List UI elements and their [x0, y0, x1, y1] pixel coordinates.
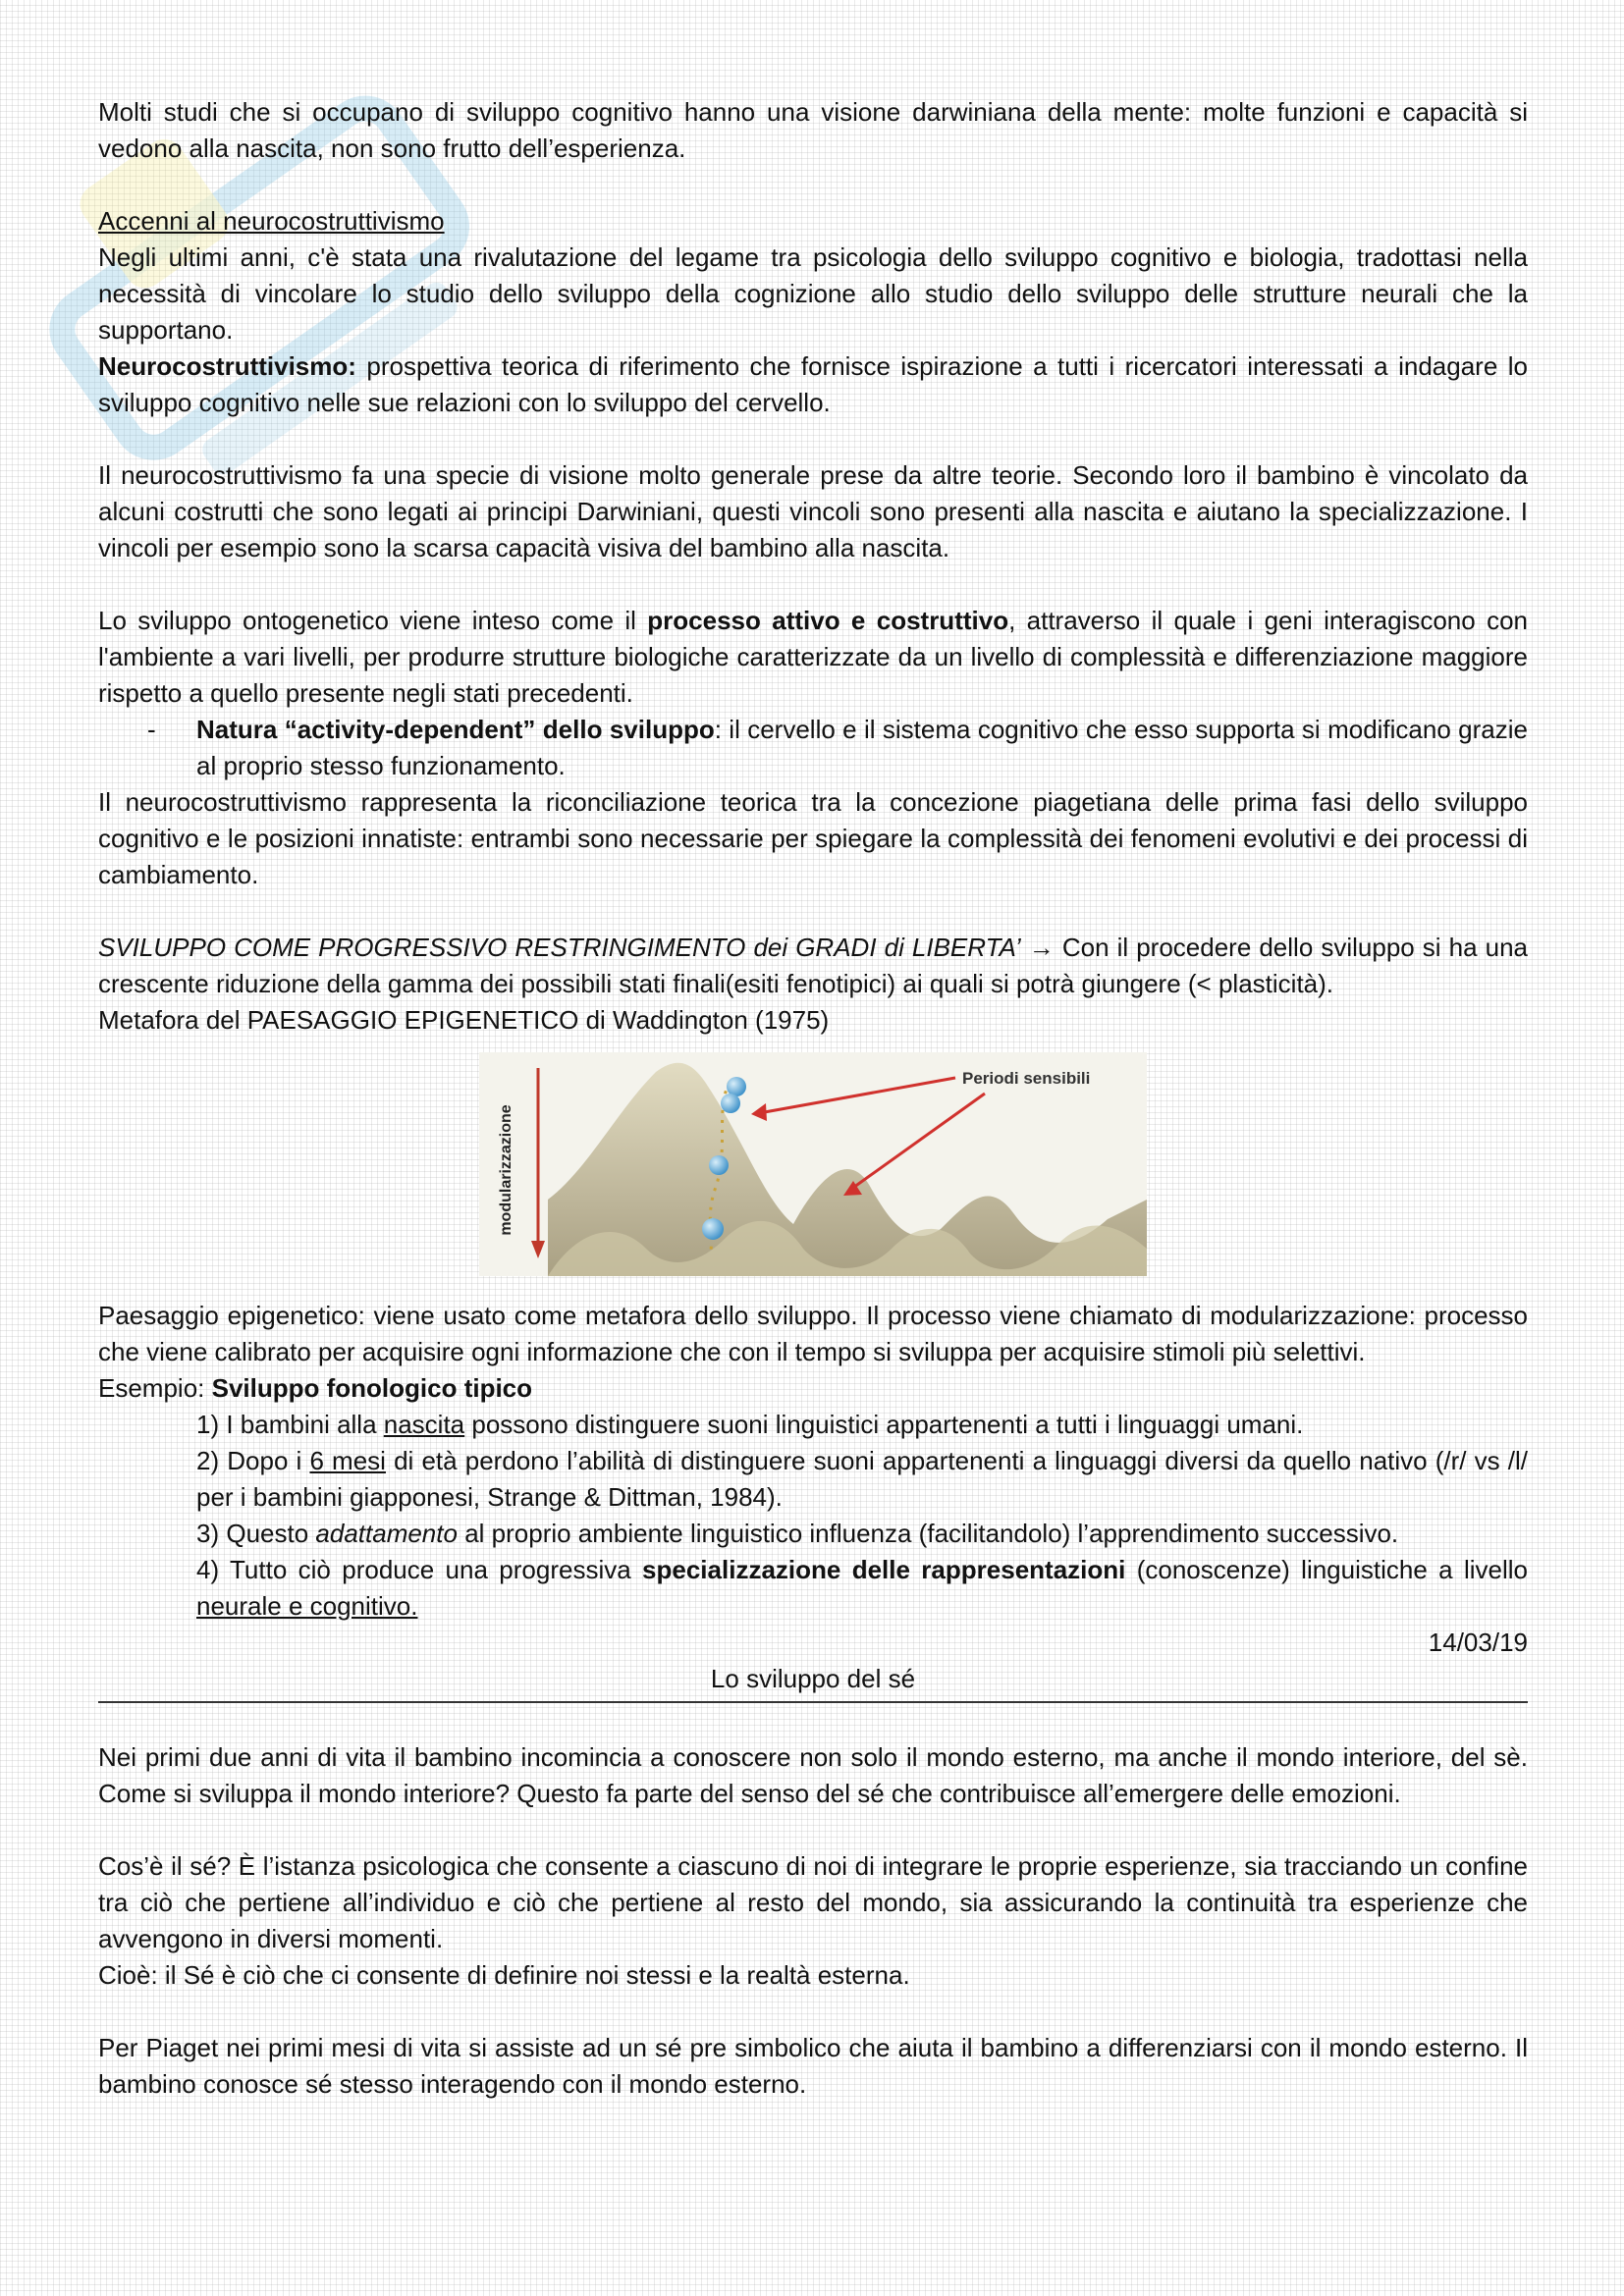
term-processo-attivo: processo attivo e costruttivo — [647, 606, 1009, 635]
text: 3) Questo — [196, 1519, 316, 1548]
example-heading — [98, 1370, 1528, 1407]
underlined-term: nascita — [383, 1410, 465, 1439]
text: 4) Tutto ciò produce una progressiva — [196, 1555, 643, 1584]
paragraph-rivalutazione: Negli ultimi anni, c'è stata una rivalutazione del legame tra psicologia dello sviluppo cognitivo e biologia, tradottasi nella necessità di vincolare lo studio dello sviluppo della cognizione allo studio dello sviluppo delle strutture neurali che la supportano. — [98, 242, 1528, 345]
bold-term: specializzazione delle rappresentazioni — [642, 1555, 1126, 1584]
text: di età perdono l’abilità di distinguere suoni appartenenti a linguaggi diversi da quello nativo (/r/ vs /l/ per i bambini giapponesi, Strange & Dittman, 1984). — [196, 1446, 1529, 1512]
text: 2) Dopo i — [196, 1446, 310, 1475]
date-label: 14/03/19 — [1428, 1628, 1528, 1657]
document-page — [98, 94, 1528, 2103]
list-item-3 — [98, 1516, 1528, 1552]
paragraph-vincoli: Il neurocostruttivismo fa una specie di visione molto generale prese da altre teorie. Secondo loro il bambino è vincolato da alcuni costrutti che sono legati ai principi Darwiniani, questi vincoli sono presenti alla nascita e aiutano la specializzazione. I vincoli per esempio sono la scarsa capacità visiva del bambino alla nascita. — [98, 460, 1528, 562]
text: , attraverso il quale i geni interagiscono con l'ambiente a vari livelli, per produrre strutture biologiche caratterizzate da un livello di complessità e differenziazione maggiore rispetto a quello presente negli stati precedenti. — [98, 606, 1528, 708]
text: Lo sviluppo ontogenetico viene inteso come il — [98, 606, 648, 635]
text: : il cervello e il sistema cognitivo che esso supporta si modificano grazie al proprio stesso funzionamento. — [196, 715, 1528, 780]
paragraph-neurocostruttivismo-definition — [98, 348, 1528, 421]
list-item-1 — [98, 1407, 1528, 1443]
definition-text: prospettiva teorica di riferimento che fornisce ispirazione a tutti i ricercatori interessati a indagare lo sviluppo cognitivo nelle sue relazioni con lo sviluppo del cervello. — [98, 351, 1528, 417]
bullet-dash: - — [147, 715, 156, 744]
epigenetic-landscape-figure — [479, 1052, 1147, 1276]
term-restringimento: SVILUPPO COME PROGRESSIVO RESTRINGIMENTO dei GRADI di LIBERTA’ — [98, 933, 1021, 962]
text: al proprio ambiente linguistico influenza (facilitandolo) l’apprendimento successivo. — [457, 1519, 1399, 1548]
figure-callout-label: Periodi sensibili — [962, 1069, 1091, 1088]
landscape-illustration — [479, 1052, 1147, 1276]
example-title: Sviluppo fonologico tipico — [211, 1373, 533, 1403]
example-label: Esempio: — [98, 1373, 212, 1403]
text: possono distinguere suoni linguistici appartenenti a tutti i linguaggi umani. — [464, 1410, 1304, 1439]
italic-term: adattamento — [315, 1519, 458, 1548]
paragraph-mondo-interiore: Nei primi due anni di vita il bambino incomincia a conoscere non solo il mondo esterno, ma anche il mondo interiore, del sè. Come si sviluppa il mondo interiore? Questo fa parte del senso del sé che contribuisce all’emergere delle emozioni. — [98, 1742, 1528, 1808]
term-neurocostruttivismo: Neurocostruttivismo: — [98, 351, 356, 381]
bullet-activity-dependent — [98, 712, 1528, 784]
paragraph-waddington: Metafora del PAESAGGIO EPIGENETICO di Waddington (1975) — [98, 1005, 830, 1035]
list-item-2 — [98, 1443, 1528, 1516]
paragraph-piaget: Per Piaget nei primi mesi di vita si assiste ad un sé pre simbolico che aiuta il bambino a differenziarsi con il mondo esterno. Il bambino conosce sé stesso interagendo con il mondo esterno. — [98, 2033, 1528, 2099]
text: Con il procedere dello sviluppo si ha una crescente riduzione della gamma dei possibili stati finali(esiti fenotipici) ai quali si potrà giungere (< plasticità). — [98, 933, 1528, 998]
section-title-neurocostruttivismo: Accenni al neurocostruttivismo — [98, 206, 445, 236]
paragraph-cose-il-se: Cos’è il sé? È l’istanza psicologica che consente a ciascuno di noi di integrare le proprie esperienze, sia tracciando un confine tra ciò che pertiene all’individuo e ciò che pertiene al resto del mondo, sia assicurando la continuità tra esperienze che avvengono in diversi momenti. — [98, 1851, 1528, 1953]
list-item-4 — [98, 1552, 1528, 1625]
intro-paragraph: Molti studi che si occupano di sviluppo cognitivo hanno una visione darwiniana della mente: molte funzioni e capacità si vedono alla nascita, non sono frutto dell’esperienza. — [98, 97, 1528, 163]
text: 1) I bambini alla — [196, 1410, 384, 1439]
underlined-term: 6 mesi — [309, 1446, 386, 1475]
paragraph-riconciliazione: Il neurocostruttivismo rappresenta la riconciliazione teorica tra la concezione piagetiana delle prima fasi dello sviluppo cognitivo e le posizioni innatiste: entrambi sono necessarie per spiegare la complessità dei fenomeni evolutivi e dei processi di cambiamento. — [98, 787, 1528, 889]
paragraph-restringimento — [98, 930, 1528, 1002]
underlined-term: neurale e cognitivo. — [196, 1591, 418, 1621]
paragraph-ontogenetico — [98, 603, 1528, 712]
figure-axis-label: modularizzazione — [498, 1104, 514, 1236]
arrow-symbol: → — [1020, 933, 1062, 962]
text: (conoscenze) linguistiche a livello — [1125, 1555, 1528, 1584]
paragraph-cioe: Cioè: il Sé è ciò che ci consente di definire noi stessi e la realtà esterna. — [98, 1960, 910, 1990]
term-activity-dependent: Natura “activity-dependent” dello sviluppo — [196, 715, 715, 744]
axis-arrowhead — [531, 1241, 545, 1258]
section-title-sviluppo-del-se: Lo sviluppo del sé — [710, 1664, 916, 1693]
paragraph-paesaggio-epigenetico: Paesaggio epigenetico: viene usato come metafora dello sviluppo. Il processo viene chiamato di modularizzazione: processo che viene calibrato per acquisire ogni informazione che con il tempo si sviluppa per acquisire stimoli più selettivi. — [98, 1301, 1528, 1366]
